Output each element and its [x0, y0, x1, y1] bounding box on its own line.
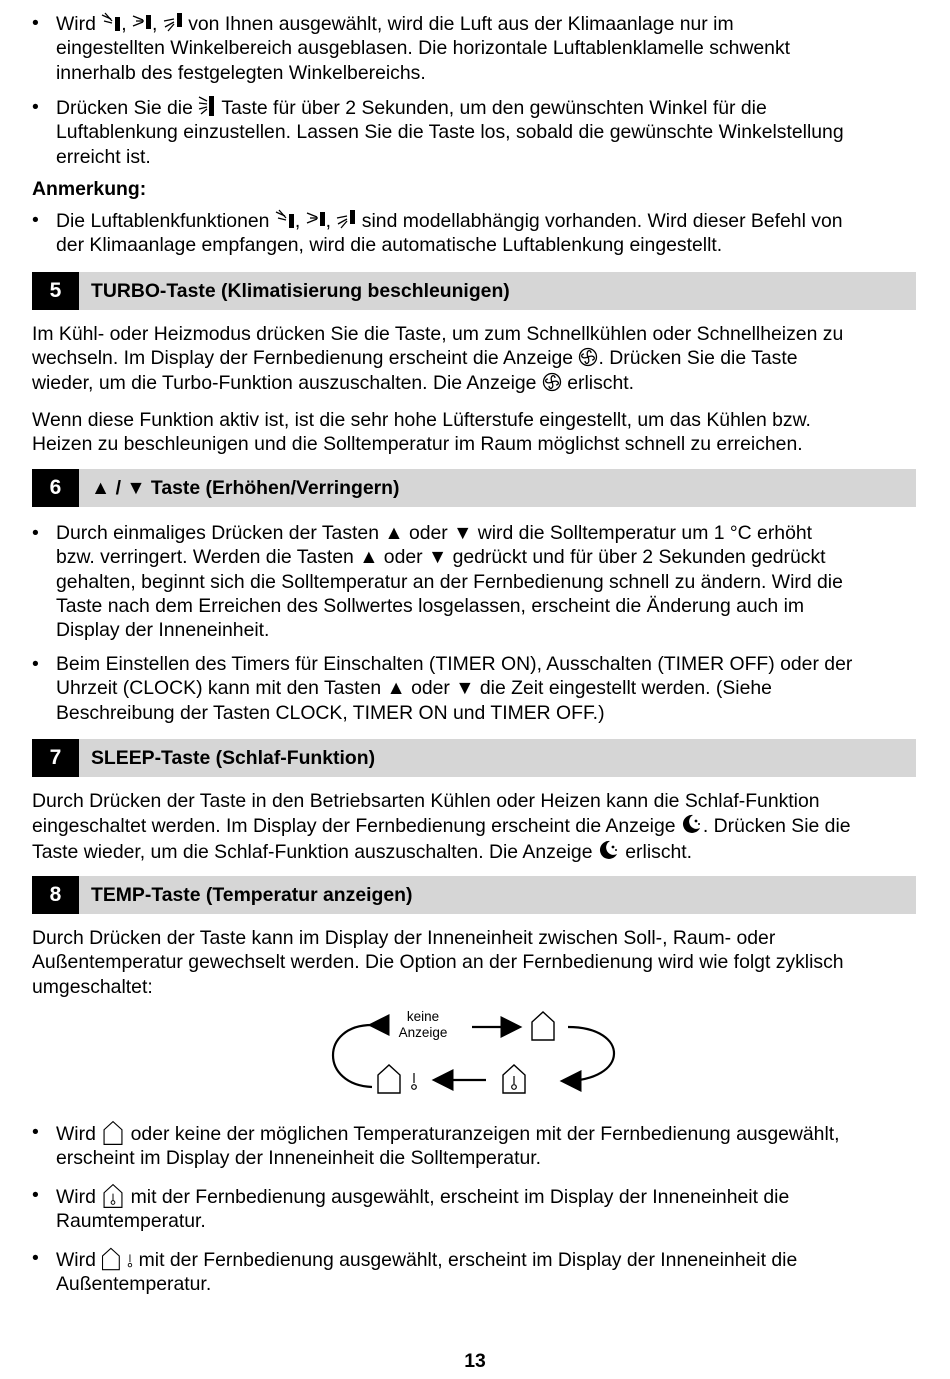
- swing-range-bullet: • Wird , , von Ihnen ausgewählt, wird die Luft aus der Klimaanlage nur im eingestellten Winkelbereich ausgeblasen. Die horizontale Luftablenklamelle schwenkt innerhalb des festgelegten Winkelbereichs.: [32, 12, 791, 84]
- swing-down-icon: [163, 11, 183, 33]
- temp-bullet-outdoor: • Wird mit der Fernbedienung ausgewählt, erscheint im Display der Inneneinheit die Außentemperatur.: [32, 1247, 798, 1296]
- turbo-fan-icon: [578, 347, 598, 367]
- temp-cycle-diagram: [320, 1005, 630, 1105]
- house-outdoor-temp-icon: [378, 1065, 416, 1093]
- note-heading: Anmerkung:: [32, 178, 147, 200]
- swing-up-icon: [275, 208, 295, 230]
- bullet-dot: •: [32, 1184, 39, 1206]
- section-title: TURBO-Taste (Klimatisierung beschleunigen): [91, 280, 510, 302]
- bullet-dot: •: [32, 209, 39, 231]
- swing-adjust-bullet: • Drücken Sie die Taste für über 2 Sekunden, um den gewünschten Winkel für die Luftablenkung einzustellen. Lassen Sie die Taste los, sobald die gewünschte Winkelstellung erreicht ist.: [32, 96, 844, 168]
- house-room-temp-icon: [101, 1183, 125, 1209]
- section-number: 6: [32, 469, 79, 507]
- up-down-bullet-1: • Durch einmaliges Drücken der Tasten ▲ oder ▼ wird die Solltemperatur um 1 °C erhöht bzw. verringert. Werden die Tasten ▲ oder ▼ gedrückt und für über 2 Sekunden gedrückt gehalten, beginnt sich die Solltemperatur an der Fernbedienung schnell zu ändern. Wird die Taste nach dem Erreichen des Sollwertes losgelassen, erscheint die Änderung auch im Display der Inneneinheit.: [32, 522, 843, 642]
- note-bullet: • Die Luftablenkfunktionen , , sind modellabhängig vorhanden. Wird dieser Befehl von der Klimaanlage empfangen, wird die automatische Luftablenkung eingestellt.: [32, 209, 843, 257]
- section-header-temp: [32, 876, 916, 914]
- section-header-turbo: [32, 272, 916, 310]
- bullet-dot: •: [32, 653, 39, 675]
- diagram-label-line: keine: [406, 1009, 440, 1024]
- section-title: TEMP-Taste (Temperatur anzeigen): [91, 884, 413, 906]
- bullet-dot: •: [32, 1121, 39, 1143]
- cycle-arrows: [320, 1005, 630, 1105]
- turbo-fan-icon: [542, 372, 562, 392]
- swing-down-icon: [336, 208, 356, 230]
- sleep-moon-icon: [598, 839, 620, 861]
- bullet-dot: •: [32, 1247, 39, 1269]
- temp-paragraph: Durch Drücken der Taste kann im Display der Inneneinheit zwischen Soll-, Raum- oder Außentemperatur gewechselt werden. Die Option an der Fernbedienung wird wie folgt zyklisch umgeschaltet:: [32, 927, 844, 998]
- section-title: SLEEP-Taste (Schlaf-Funktion): [91, 747, 376, 769]
- bullet-dot: •: [32, 522, 39, 544]
- sleep-moon-icon: [681, 813, 703, 835]
- temp-bullet-room: • Wird mit der Fernbedienung ausgewählt, erscheint im Display der Inneneinheit die Raumtemperatur.: [32, 1184, 790, 1233]
- section-number: 7: [32, 739, 79, 777]
- house-outdoor-temp-icon: [101, 1246, 133, 1272]
- swing-adjust-icon: [198, 95, 216, 117]
- section-title: ▲ / ▼ Taste (Erhöhen/Verringern): [91, 477, 400, 499]
- bullet-dot: •: [32, 96, 39, 118]
- section-number: 8: [32, 876, 79, 914]
- section-number: 5: [32, 272, 79, 310]
- swing-mid-icon: [132, 11, 152, 33]
- up-down-bullet-2: • Beim Einstellen des Timers für Einschalten (TIMER ON), Ausschalten (TIMER OFF) oder der Uhrzeit (CLOCK) kann mit den Tasten ▲ oder ▼ die Zeit eingestellt werden. (Siehe Beschreibung der Tasten CLOCK, TIMER ON und TIMER OFF.): [32, 653, 853, 724]
- temp-bullet-set: • Wird oder keine der möglichen Temperaturanzeigen mit der Fernbedienung ausgewählt, erscheint im Display der Inneneinheit die Solltemperatur.: [32, 1121, 840, 1170]
- house-room-temp-icon: [503, 1065, 525, 1093]
- section-header-up-down: [32, 469, 916, 507]
- sleep-paragraph: Durch Drücken der Taste in den Betriebsarten Kühlen oder Heizen kann die Schlaf-Funktion eingeschaltet werden. Im Display der Fernbedienung erscheint die Anzeige . Drücken Sie die Taste wieder, um die Schlaf-Funktion auszuschalten. Die Anzeige erlischt.: [32, 790, 851, 863]
- house-icon: [532, 1012, 554, 1040]
- bullet-dot: •: [32, 12, 39, 34]
- page-number: 13: [464, 1350, 486, 1372]
- house-icon: [101, 1120, 125, 1146]
- swing-up-icon: [101, 11, 121, 33]
- turbo-paragraph-1: Im Kühl- oder Heizmodus drücken Sie die Taste, um zum Schnellkühlen oder Schnellheizen zu wechseln. Im Display der Fernbedienung erscheint die Anzeige . Drücken Sie die Taste wieder, um die Turbo-Funktion auszuschalten. Die Anzeige erlischt.: [32, 323, 844, 394]
- section-header-sleep: [32, 739, 916, 777]
- diagram-label-line: Anzeige: [398, 1025, 448, 1040]
- swing-mid-icon: [306, 208, 326, 230]
- turbo-paragraph-2: Wenn diese Funktion aktiv ist, ist die sehr hohe Lüfterstufe eingestellt, um das Kühlen bzw. Heizen zu beschleunigen und die Solltemperatur im Raum möglichst schnell zu erreichen.: [32, 409, 811, 456]
